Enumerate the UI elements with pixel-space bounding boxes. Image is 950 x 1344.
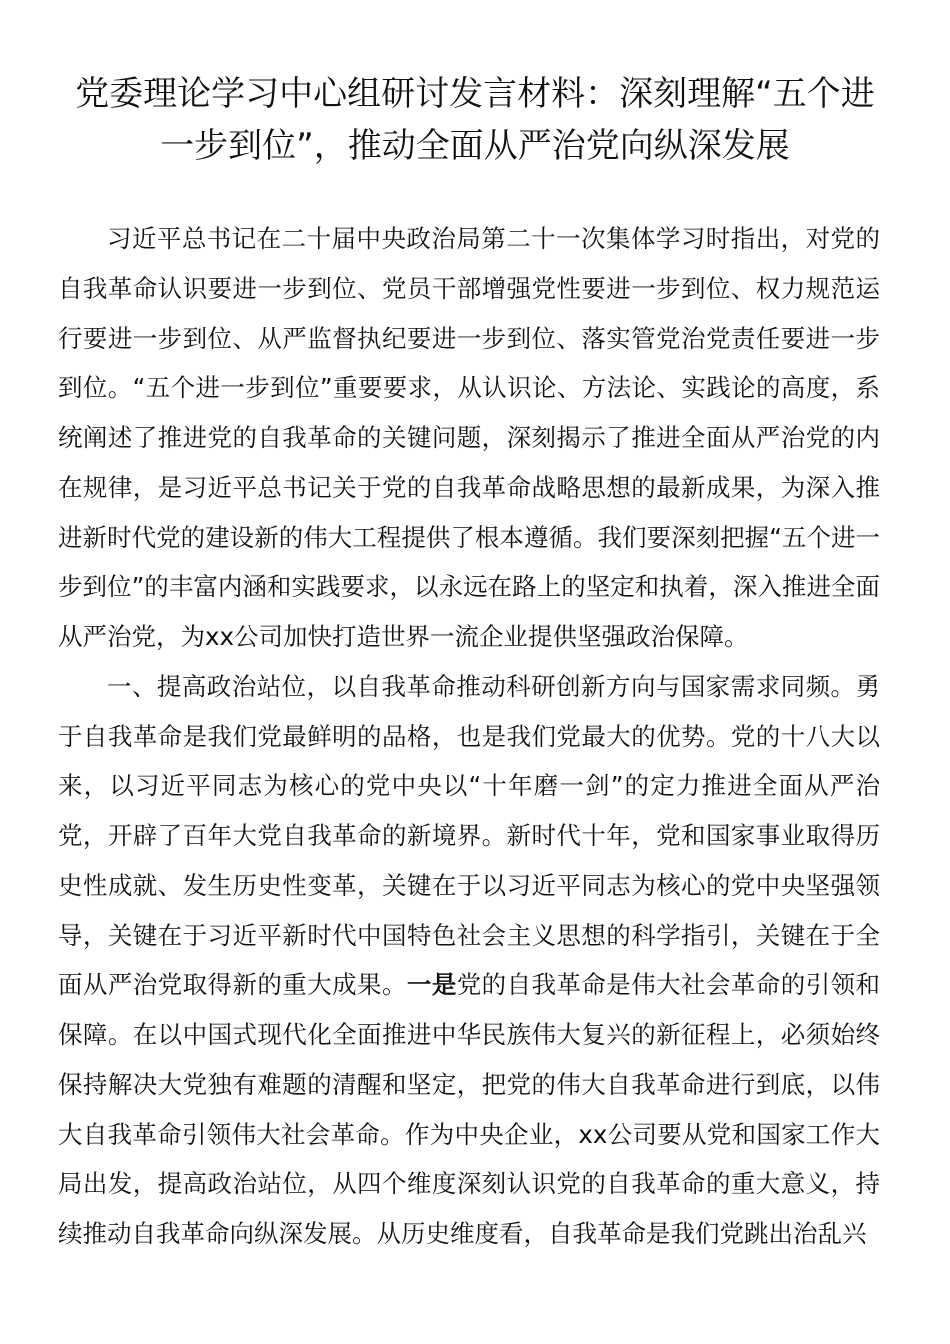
- document-title: 党委理论学习中心组研讨发言材料：深刻理解“五个进一步到位”，推动全面从严治党向纵深发展: [75, 74, 875, 166]
- section-one-heading: 一、提高政治站位，: [107, 671, 332, 701]
- section-one-body: 以自我革命推动科研创新方向与国家需求同频。勇于自我革命是我们党最鲜明的品格，也是我们党最大的优势。党的十八大以来，以习近平同志为核心的党中央以“十年磨一剑”的定力推进全面从严治党，开辟了百年大党自我革命的新境界。新时代十年，党和国家事业取得历史性成就、发生历史性变革，关键在于以习近平同志为核心的党中央坚强领导，关键在于习近平新时代中国特色社会主义思想的科学指引，关键在于全面从严治党取得新的重大成果。: [58, 671, 881, 1000]
- paragraph-intro: 习近平总书记在二十届中央政治局第二十一次集体学习时指出，对党的自我革命认识要进一步到位、党员干部增强党性要进一步到位、权力规范运行要进一步到位、从严监督执纪要进一步到位、落实管党治党责任要进一步到位。“五个进一步到位”重要要求，从认识论、方法论、实践论的高度，系统阐述了推进党的自我革命的关键问题，深刻揭示了推进全面从严治党的内在规律，是习近平总书记关于党的自我革命战略思想的最新成果，为深入推进新时代党的建设新的伟大工程提供了根本遵循。我们要深刻把握“五个进一步到位”的丰富内涵和实践要求，以永远在路上的坚定和执着，深入推进全面从严治党，为xx公司加快打造世界一流企业提供坚强政治保障。: [58, 224, 880, 651]
- point-one-body: 党的自我革命是伟大社会革命的引领和保障。在以中国式现代化全面推进中华民族伟大复兴的新征程上，必须始终保持解决大党独有难题的清醒和坚定，把党的伟大自我革命进行到底，以伟大自我革命引领伟大社会革命。作为中央企业，xx公司要从党和国家工作大局出发，提高政治站位，从四个维度深刻认识党的自我革命的重大意义，持续推动自我革命向纵深发展。从历史维度看，自我革命是我们党跳出治乱兴: [58, 970, 880, 1248]
- paragraph-section-one: [58, 662, 880, 1259]
- point-one-lead: 一是: [406, 970, 457, 1000]
- document-body: [58, 214, 880, 1259]
